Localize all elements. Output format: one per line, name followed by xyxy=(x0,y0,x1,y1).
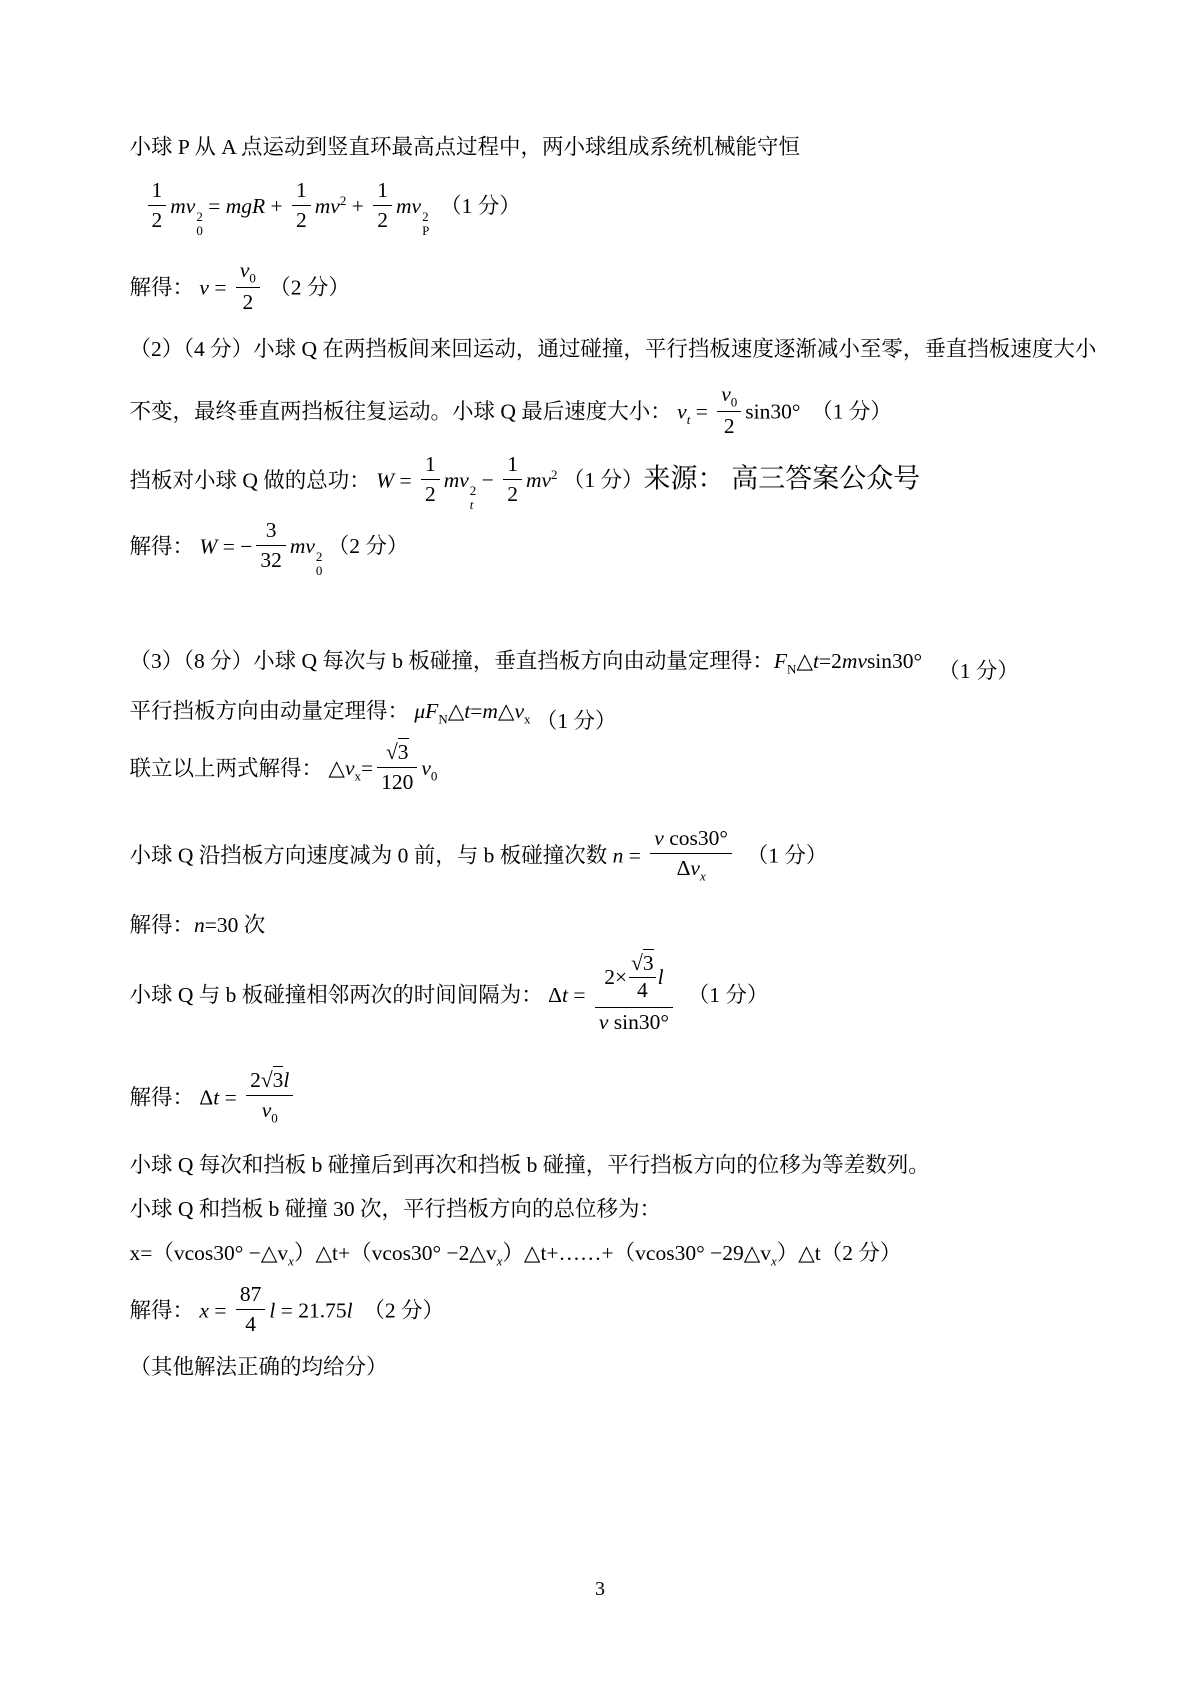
math-token: = xyxy=(208,1298,232,1323)
math-token: = xyxy=(623,843,647,868)
sup-sub-stack: 2 0 xyxy=(196,209,203,238)
math-token: = xyxy=(394,468,417,493)
subscript: t xyxy=(686,411,691,427)
paragraph-text: 小球 Q 与 b 板碰撞相邻两次的时间间隔为： xyxy=(129,983,549,1008)
math-run: $\triangle v_x=$ xyxy=(328,756,374,784)
math-run: mv 2 t − xyxy=(443,468,500,512)
math-token: W xyxy=(376,468,395,493)
inner-fraction-sqrt3-over-4 xyxy=(629,951,656,1004)
fraction-numerator: 87 xyxy=(236,1281,266,1310)
fraction-half xyxy=(503,451,522,508)
fraction-numerator: $v_0$ xyxy=(236,257,260,289)
fraction-denominator: v sin30° xyxy=(598,1009,669,1034)
paragraph-text: 挡板对小球 Q 做的总功： xyxy=(129,468,377,493)
fraction-denominator: 2 xyxy=(242,290,254,315)
fraction-half xyxy=(421,451,440,508)
fraction-denominator: 2 xyxy=(377,207,388,232)
math-run: $mv^2$ + xyxy=(314,193,370,219)
radical-sign: √ xyxy=(260,1067,273,1092)
fraction-3-over-32 xyxy=(256,517,286,574)
score-mark: （1 分） xyxy=(746,843,828,868)
math-run: $v_0$ xyxy=(421,756,438,784)
fraction-numerator: 1 xyxy=(373,177,392,206)
fraction-denominator: 2 xyxy=(296,207,307,232)
source-note: 来源： 高三答案公众号 xyxy=(643,463,921,494)
fraction-denominator: 2 xyxy=(151,207,163,232)
math-token: n xyxy=(612,843,624,868)
fraction-denominator: 2 xyxy=(424,481,436,506)
score-mark: （2 分） xyxy=(327,534,409,559)
fraction-vcos-over-dvx xyxy=(650,825,732,884)
fraction-half-3 xyxy=(373,177,392,234)
math-token: =30 次 xyxy=(204,912,266,937)
radicand: 3 xyxy=(272,1067,284,1092)
paragraph-text: 联立以上两式解得： xyxy=(129,756,329,781)
math-token: sin30° xyxy=(745,399,801,424)
math-run: Δt = xyxy=(548,983,591,1008)
radicand: 3 xyxy=(642,950,654,975)
radicand: 3 xyxy=(397,739,409,764)
math-run: $mv^2$ （1 分） xyxy=(525,467,644,493)
paragraph-text: 平行挡板方向由动量定理得： xyxy=(129,698,415,723)
math-token: v xyxy=(199,275,209,300)
paragraph-text: （3）（8 分）小球 Q 每次与 b 板碰撞，垂直挡板方向由动量定理得： xyxy=(129,648,774,673)
inner-denominator: 4 xyxy=(637,977,648,1002)
score-mark: （1 分） xyxy=(687,983,769,1008)
fraction-numerator: 2× $\frac{√3}{4}$ l xyxy=(595,953,673,1008)
solve-label: 解得： xyxy=(129,1298,200,1323)
sup-sub-stack: 2 P xyxy=(422,209,430,238)
paragraph-text: 不变，最终垂直两挡板往复运动。小球 Q 最后速度大小： xyxy=(129,399,678,424)
score-mark: （1 分） xyxy=(811,399,892,424)
fraction-numerator: 1 xyxy=(421,451,440,480)
math-run: $F_N\triangle t=2mvsin30^\circ$ （1 分） xyxy=(773,648,1019,683)
fraction-denominator: 32 xyxy=(260,547,282,572)
math-run: $x=(vcos30^\circ -\triangle v_x)\triangle t+(vcos30^\circ$ $-2\triangle v_x)\triangle t+\dots\dots+(vcos30^\circ$ $-29\triangle v_x)\triangle t(2$ 分） xyxy=(129,1240,902,1269)
math-run: mv 2 0 （2 分） xyxy=(289,534,409,578)
solve-label: 解得： xyxy=(129,912,195,937)
para-alternative-note xyxy=(108,1326,388,1410)
radical-sign: √ xyxy=(631,950,643,975)
fraction-denominator: 2 xyxy=(507,481,518,506)
fraction-numerator: v cos30° xyxy=(650,825,732,854)
solve-label: 解得： xyxy=(129,1085,200,1110)
fraction-numerator xyxy=(377,739,417,768)
score-mark: （1 分） xyxy=(938,658,1019,683)
fraction-denominator: 4 xyxy=(245,1311,256,1336)
sup-sub-stack: 2 0 xyxy=(315,549,323,578)
paragraph-text: 小球 Q 每次和挡板 b 碰撞后到再次和挡板 b 碰撞，平行挡板方向的位移为等差数列。 xyxy=(129,1152,930,1177)
line-solve-w xyxy=(108,492,408,605)
radical-sign: √ xyxy=(385,739,398,764)
fraction-2sqrt3l-over-v0 xyxy=(246,1067,293,1126)
math-run: $\mu F_N\triangle t=m\triangle v_x$ （1 分） xyxy=(414,698,617,733)
math-token: n xyxy=(194,912,205,937)
fraction-numerator: 2√3l xyxy=(246,1067,293,1096)
fraction-half-1 xyxy=(148,177,167,234)
math-token: W xyxy=(199,534,218,559)
score-mark: （2 分） xyxy=(352,1298,444,1323)
math-run: l = 21.75l （2 分） xyxy=(269,1298,444,1323)
fraction-denominator: $v_0$ xyxy=(261,1097,278,1126)
math-run: Δt = xyxy=(199,1085,243,1110)
score-mark: （1 分） xyxy=(562,468,644,493)
page-number: 3 xyxy=(595,1578,605,1600)
fraction-numerator: 1 xyxy=(503,451,522,480)
math-token: = xyxy=(690,399,714,424)
fraction-numerator: 1 xyxy=(148,177,167,206)
score-mark: （1 分） xyxy=(440,194,521,219)
fraction-numerator: 1 xyxy=(292,177,311,206)
math-token: = − xyxy=(217,534,253,559)
fraction-denominator: 2 xyxy=(723,414,735,439)
math-token: v xyxy=(677,399,687,424)
fraction-half-2 xyxy=(292,177,311,234)
paragraph-text: 小球 Q 沿挡板方向速度减为 0 前，与 b 板碰撞次数 xyxy=(129,843,613,868)
solve-label: 解得： xyxy=(129,275,200,300)
solve-label: 解得： xyxy=(129,534,200,559)
fraction-numerator: $v_0$ xyxy=(717,381,741,413)
paragraph-text: （2）（4 分）小球 Q 在两挡板间来回运动，通过碰撞，平行挡板速度逐渐减小至零，垂直挡板速度大小 xyxy=(129,336,1097,361)
math-run: mv 2 0 = mgR + xyxy=(170,194,289,238)
math-token: = xyxy=(208,275,232,300)
sup-sub-stack: 2 t xyxy=(469,483,477,512)
math-run: mv 2 P （1 分） xyxy=(396,194,521,238)
inner-numerator xyxy=(629,951,656,978)
paragraph-text: 小球 Q 和挡板 b 碰撞 30 次，平行挡板方向的总位移为： xyxy=(129,1196,662,1221)
score-mark: （2 分） xyxy=(269,275,350,300)
paragraph-text: （其他解法正确的均给分） xyxy=(129,1354,388,1379)
fraction-interval xyxy=(595,950,673,1035)
fraction-sqrt3-over-120 xyxy=(377,739,417,796)
math-token: x xyxy=(199,1298,209,1323)
score-mark: （1 分） xyxy=(535,708,617,733)
statement-text: 小球 P 从 A 点运动到竖直环最高点过程中，两小球组成系统机械能守恒 xyxy=(129,134,801,159)
fraction-denominator: 120 xyxy=(381,769,414,794)
fraction-numerator: 3 xyxy=(256,517,286,546)
fraction-denominator: $\Delta v_x$ xyxy=(676,855,706,884)
